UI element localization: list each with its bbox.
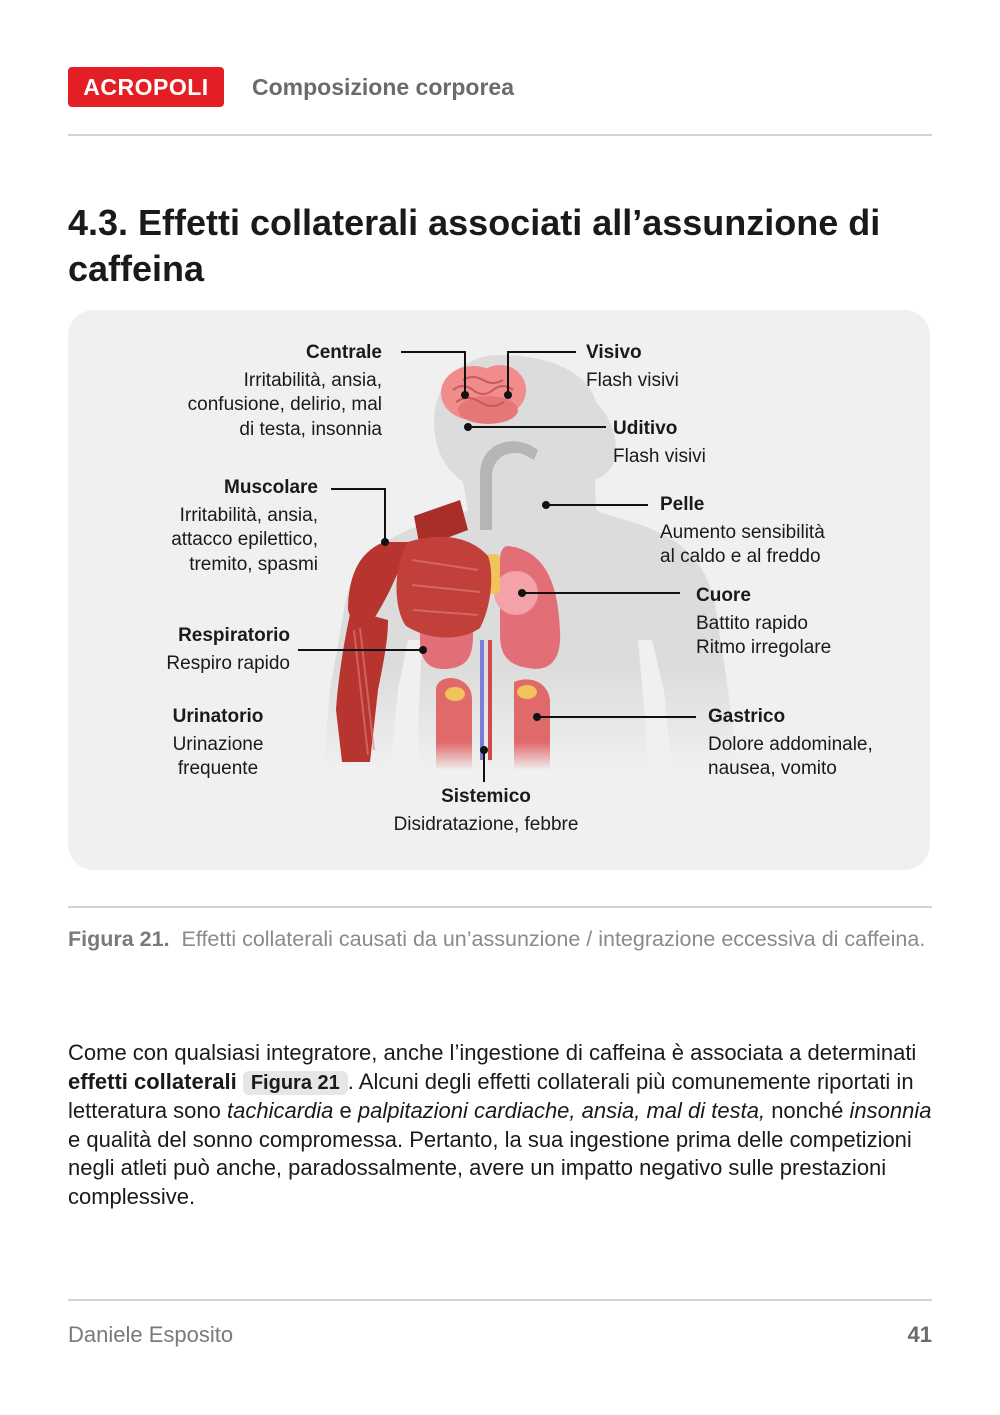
label-gastrico-title: Gastrico — [708, 706, 786, 727]
figure-reference-tag[interactable]: Figura 21 — [243, 1071, 348, 1095]
body-text-1: Come con qualsiasi integratore, anche l’ingestione di caffeina è associata a determinati — [68, 1040, 917, 1065]
body-text-3: e — [333, 1098, 358, 1123]
page-number: 41 — [907, 1322, 932, 1347]
figure-caption — [68, 925, 938, 954]
label-muscolare-title: Muscolare — [224, 477, 318, 498]
caption-label: Figura 21. — [68, 927, 170, 951]
kidney-gland-right — [517, 685, 537, 699]
label-uditivo — [613, 417, 813, 469]
footer-divider — [68, 1299, 932, 1301]
body-paragraph — [68, 1039, 938, 1211]
body-text-2: . Alcuni degli effetti collaterali più comunemente riportati in letteratura sono — [68, 1068, 914, 1123]
label-pelle — [660, 493, 900, 570]
label-centrale-desc: Irritabilità, ansia, confusione, delirio, mal di testa, insonnia — [187, 369, 382, 440]
caption-text: Effetti collaterali causati da un’assunzione / integrazione eccessiva di caffeina. — [181, 927, 926, 951]
label-sistemico-title: Sistemico — [441, 786, 531, 807]
label-muscolare-desc: Irritabilità, ansia, attacco epilettico, tremito, spasmi — [171, 504, 318, 575]
brand-logo: ACROPOLI — [68, 67, 224, 107]
label-uditivo-title: Uditivo — [613, 418, 678, 439]
label-gastrico — [708, 705, 918, 782]
body-text-5: e qualità del sonno compromessa. Pertanto, la sua ingestione prima delle competizioni negli atleti può anche, paradossalmente, avere un impatto negativo sulle prestazioni complessive. — [68, 1126, 912, 1209]
label-sistemico-desc: Disidratazione, febbre — [393, 813, 579, 835]
label-visivo-title: Visivo — [586, 342, 642, 363]
figure-card — [68, 310, 930, 870]
label-respiratorio — [88, 624, 290, 676]
body-text-4: nonché — [765, 1098, 850, 1123]
pectoral-muscle — [397, 537, 492, 638]
footer-author: Daniele Esposito — [68, 1322, 234, 1347]
label-centrale-title: Centrale — [305, 342, 382, 363]
vein — [480, 640, 484, 760]
label-muscolare — [88, 476, 318, 577]
label-cuore-title: Cuore — [696, 585, 751, 606]
label-urinatorio — [150, 705, 286, 782]
body-italic-tachicardia: tachicardia — [226, 1098, 334, 1123]
body-italic-insonnia: insonnia — [849, 1098, 932, 1123]
label-visivo — [586, 341, 786, 393]
label-cuore — [696, 584, 916, 661]
label-cuore-desc: Battito rapido Ritmo irregolare — [696, 612, 832, 658]
aorta — [488, 640, 492, 760]
body-italic-palpitazioni: palpitazioni cardiache, ansia, mal di testa, — [357, 1098, 766, 1123]
header-divider — [68, 134, 932, 136]
label-centrale — [118, 341, 382, 442]
label-gastrico-desc: Dolore addominale, nausea, vomito — [708, 733, 873, 779]
label-pelle-title: Pelle — [660, 494, 705, 515]
label-sistemico — [366, 785, 606, 837]
body-bold-effetti: effetti collaterali — [68, 1068, 237, 1094]
header-title: Composizione corporea — [252, 74, 514, 100]
page-header — [68, 67, 932, 107]
caption-divider — [68, 906, 932, 908]
label-visivo-desc: Flash visivi — [586, 369, 679, 391]
label-uditivo-desc: Flash visivi — [613, 445, 706, 467]
label-urinatorio-desc: Urinazione frequente — [172, 733, 264, 779]
label-respiratorio-desc: Respiro rapido — [166, 652, 290, 674]
label-pelle-desc: Aumento sensibilità al caldo e al freddo — [660, 521, 825, 567]
label-urinatorio-title: Urinatorio — [172, 706, 264, 727]
label-respiratorio-title: Respiratorio — [178, 625, 290, 646]
section-title: 4.3. Effetti collaterali associati all’assunzione di caffeina — [68, 202, 881, 289]
kidney-gland-left — [445, 687, 465, 701]
